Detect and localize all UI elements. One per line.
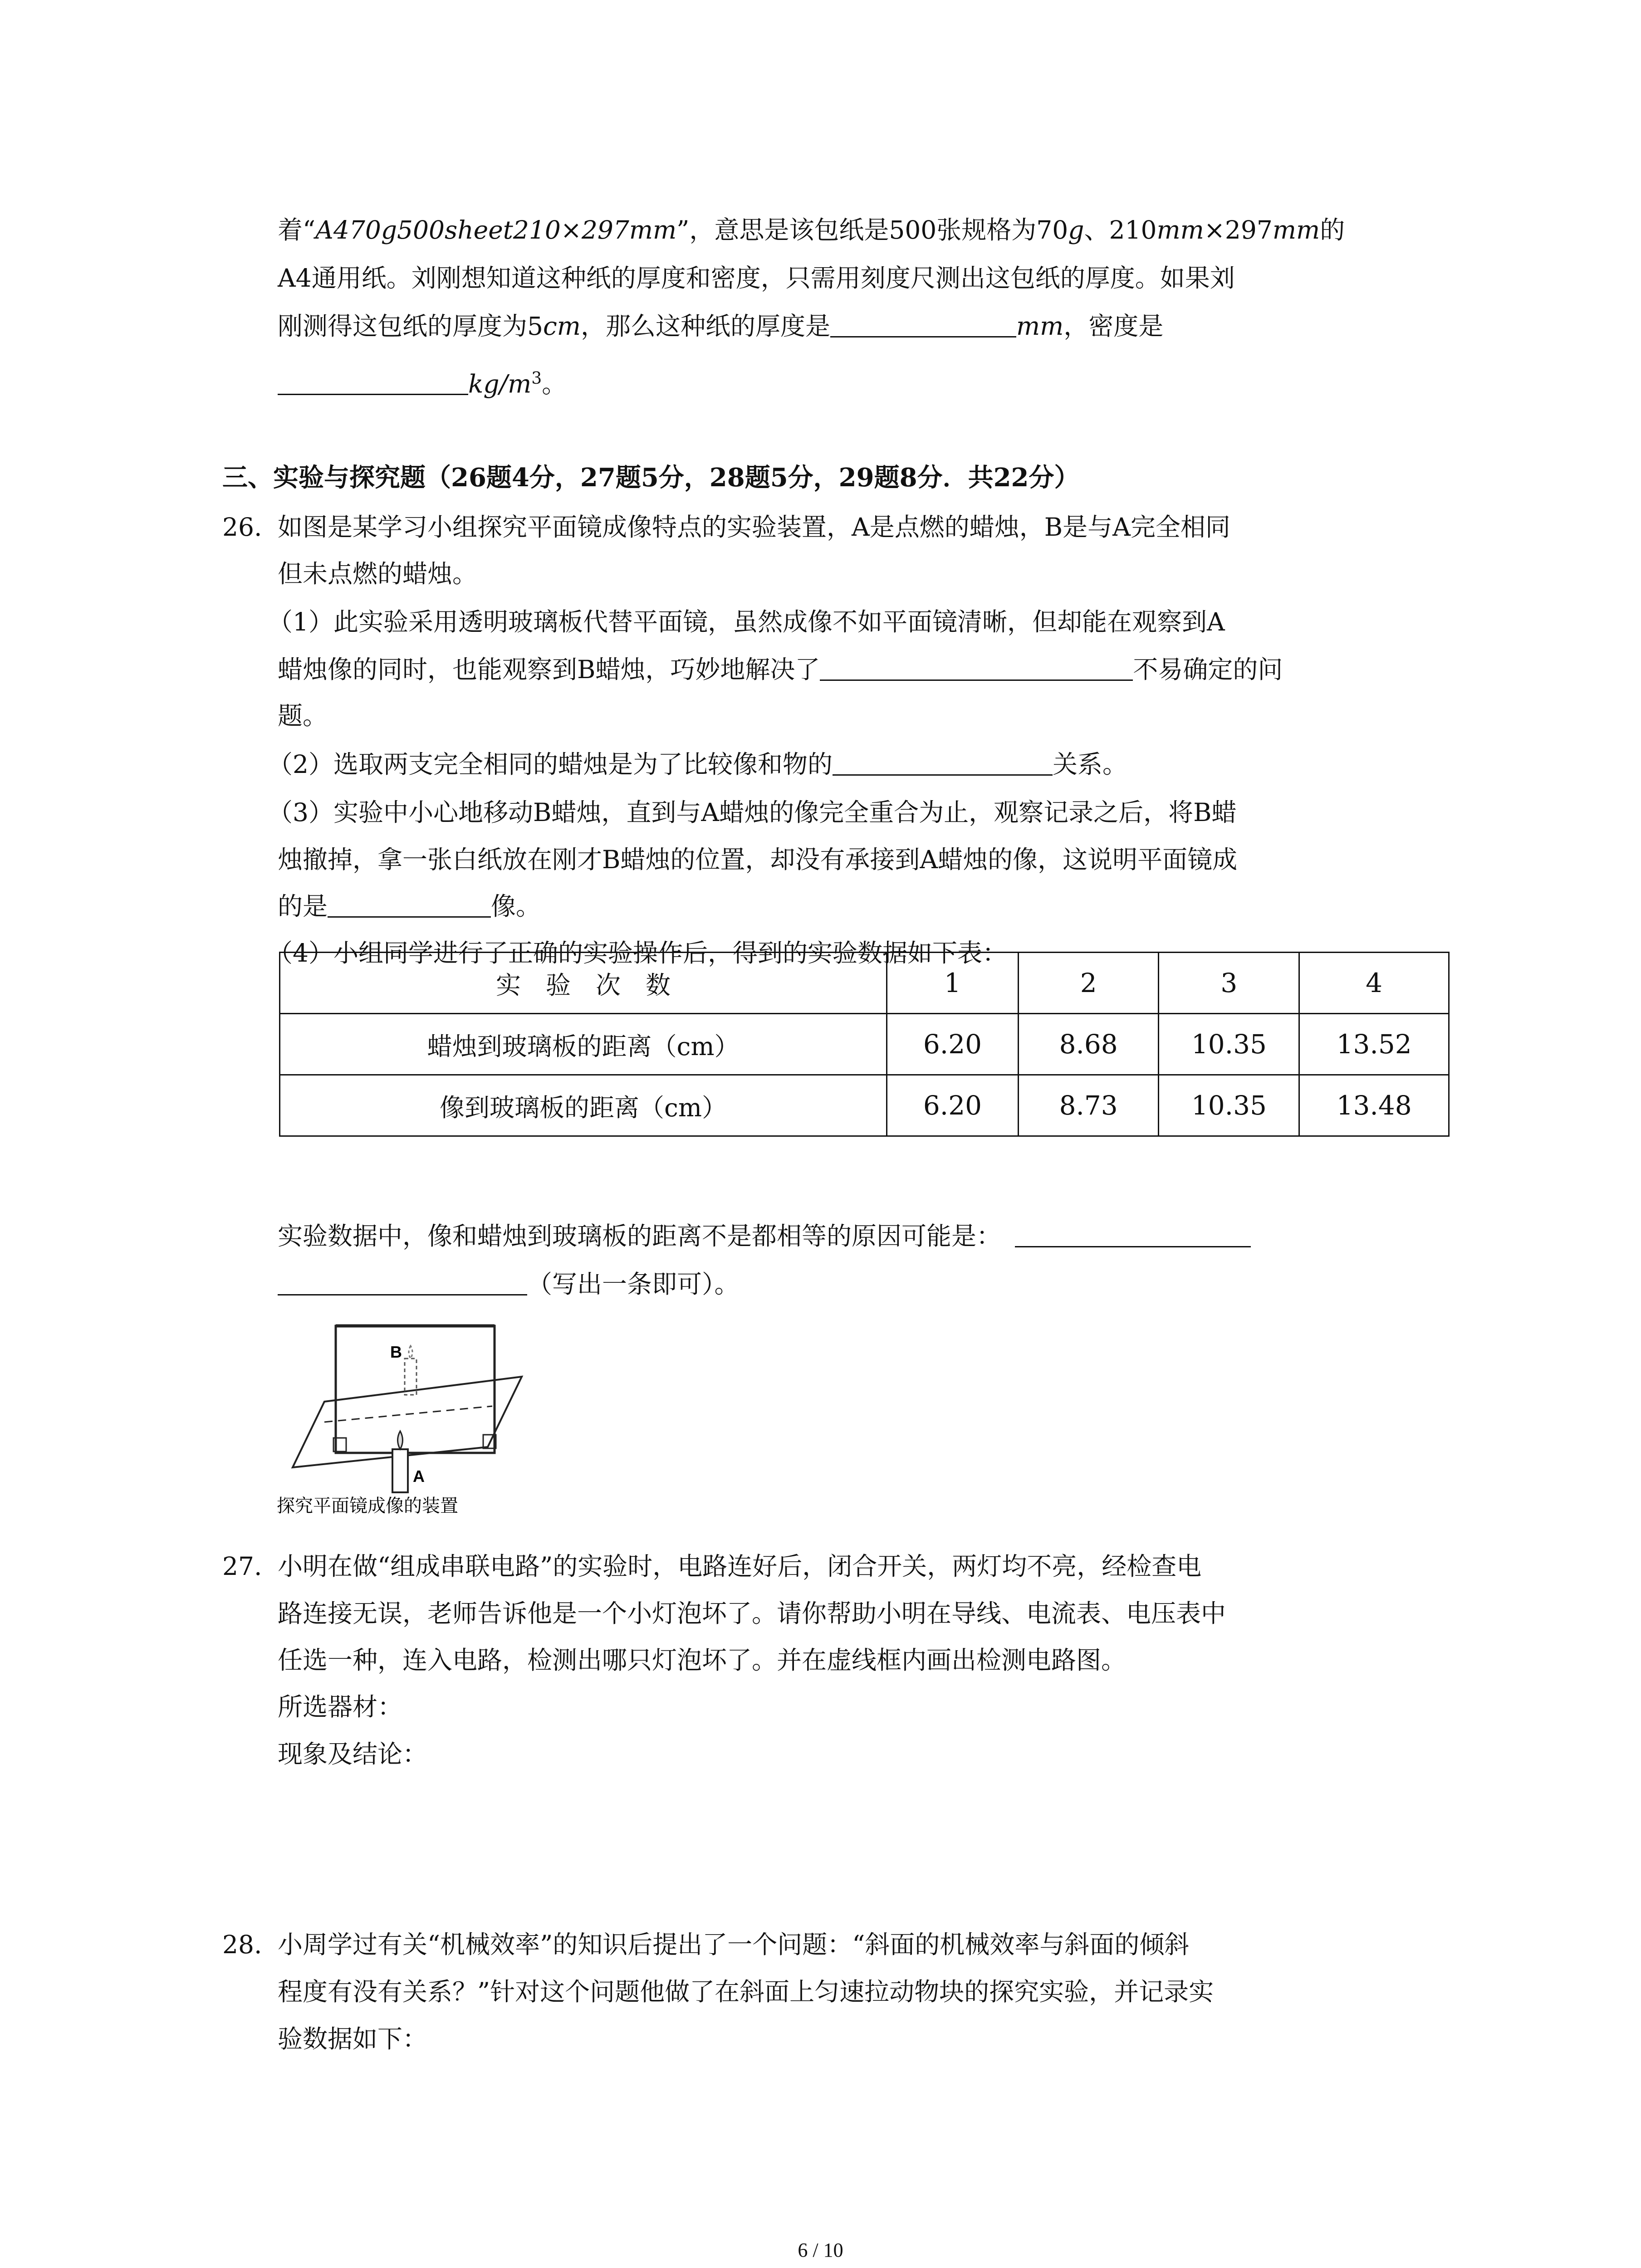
text: ，那么这种纸的厚度是 <box>580 312 830 341</box>
table-cell: 10.35 <box>1159 1014 1299 1075</box>
q26-line-2: 但未点燃的蜡烛。 <box>278 559 478 588</box>
table-row <box>280 953 1449 1014</box>
q26-part4: （4）小组同学进行了正确的实验操作后，得到的实验数据如下表： <box>268 938 1007 968</box>
text: 、210 <box>1084 215 1157 244</box>
table-row <box>280 1075 1449 1136</box>
table-header-cell: 4 <box>1299 953 1449 1014</box>
text: 关系。 <box>1053 750 1128 779</box>
text: 如图是某学习小组探究平面镜成像特点的实验装置，A是点燃的蜡烛，B是与A完全相同 <box>278 513 1230 542</box>
answer-blank-image-type[interactable] <box>328 891 491 918</box>
table-row <box>280 1014 1449 1075</box>
intro-line-3 <box>278 310 1163 342</box>
text: 的 <box>1320 215 1345 244</box>
q26-part3-line-1: （3）实验中小心地移动B蜡烛，直到与A蜡烛的像完全重合为止，观察记录之后，将B蜡 <box>268 798 1237 827</box>
q26-after-line-2 <box>278 1268 740 1300</box>
q28-line-3: 验数据如下： <box>278 2024 428 2053</box>
intro-line-4 <box>278 363 567 400</box>
q26-part3-line-3 <box>278 890 541 922</box>
text: （2）选取两支完全相同的蜡烛是为了比较像和物的 <box>268 750 833 779</box>
flame-shape <box>398 1431 403 1449</box>
intro-line-1 <box>278 214 1345 246</box>
text: 蜡烛像的同时，也能观察到B蜡烛，巧妙地解决了 <box>278 655 820 684</box>
answer-blank-thickness[interactable] <box>830 311 1016 337</box>
table-row-label: 像到玻璃板的距离（cm） <box>280 1075 887 1136</box>
q26-line-1 <box>222 511 1230 543</box>
intro-line-2: A4通用纸。刘刚想知道这种纸的厚度和密度，只需用刻度尺测出这包纸的厚度。如果刘 <box>278 264 1235 293</box>
table-cell: 13.48 <box>1299 1075 1449 1136</box>
candle-a-shape <box>392 1449 408 1492</box>
data-table <box>279 952 1450 1137</box>
answer-blank-reason-2[interactable] <box>278 1269 527 1295</box>
label-a: A <box>413 1467 425 1486</box>
table-cell: 10.35 <box>1159 1075 1299 1136</box>
figure-caption: 探究平面镜成像的装置 <box>277 1496 458 1516</box>
answer-blank-size[interactable] <box>833 749 1053 776</box>
q26-part1-line-2 <box>278 654 1283 685</box>
table-header-cell: 实 验 次 数 <box>280 953 887 1014</box>
text: 实验数据中，像和蜡烛到玻璃板的距离不是都相等的原因可能是： <box>278 1222 1002 1251</box>
unit: g <box>1068 215 1084 244</box>
text: 小明在做“组成串联电路”的实验时，电路连好后，闭合开关，两灯均不亮，经检查电 <box>278 1552 1202 1581</box>
q28-line-2: 程度有没有关系？”针对这个问题他做了在斜面上匀速拉动物块的探究实验，并记录实 <box>278 1977 1214 2006</box>
answer-blank-position[interactable] <box>820 654 1133 681</box>
q27-line-4: 所选器材： <box>278 1692 403 1721</box>
dashed-line-shape <box>324 1406 492 1422</box>
q26-after-line-1 <box>278 1220 1251 1252</box>
q26-part3-line-2: 烛撤掉，拿一张白纸放在刚才B蜡烛的位置，却没有承接到A蜡烛的像，这说明平面镜成 <box>278 845 1238 874</box>
text: ”，意思是该包纸是500张规格为70 <box>676 215 1068 244</box>
text: 的是 <box>278 892 328 921</box>
unit: mm <box>1272 215 1320 244</box>
answer-blank-reason-1[interactable] <box>1015 1221 1251 1247</box>
unit: kg/m <box>468 369 532 399</box>
q28-line-1 <box>222 1929 1189 1960</box>
question-number: 27. <box>222 1552 262 1581</box>
table-header-cell: 2 <box>1018 953 1159 1014</box>
q26-part1-line-3: 题。 <box>278 701 328 730</box>
text: 像。 <box>491 892 541 921</box>
text: 。 <box>542 369 567 399</box>
unit: mm <box>1156 215 1204 244</box>
table-header-cell: 3 <box>1159 953 1299 1014</box>
text: ×297 <box>1204 215 1273 244</box>
exponent: 3 <box>531 369 542 388</box>
label-b: B <box>390 1343 402 1361</box>
table-cell: 6.20 <box>887 1075 1019 1136</box>
section-title: 三、实验与探究题（26题4分，27题5分，28题5分，29题8分．共22分） <box>222 463 1080 493</box>
q26-part2 <box>268 748 1127 780</box>
mirror-apparatus-figure <box>274 1318 529 1517</box>
q27-line-5: 现象及结论： <box>278 1740 428 1769</box>
table-cell: 8.73 <box>1018 1075 1159 1136</box>
text: （写出一条即可）。 <box>527 1270 740 1299</box>
unit: cm <box>543 312 581 341</box>
text: ，密度是 <box>1063 312 1164 341</box>
q26-part1-line-1: （1）此实验采用透明玻璃板代替平面镜，虽然成像不如平面镜清晰，但却能在观察到A <box>268 607 1225 636</box>
unit: mm <box>1016 312 1064 341</box>
table-cell: 6.20 <box>887 1014 1019 1075</box>
q27-line-3: 任选一种，连入电路，检测出哪只灯泡坏了。并在虚线框内画出检测电路图。 <box>278 1646 1127 1675</box>
text: 着“ <box>278 215 316 244</box>
table-cell: 13.52 <box>1299 1014 1449 1075</box>
text: 不易确定的问 <box>1133 655 1283 684</box>
q27-line-2: 路连接无误，老师告诉他是一个小灯泡坏了。请你帮助小明在导线、电流表、电压表中 <box>278 1599 1226 1628</box>
apparatus-drawing <box>274 1318 529 1517</box>
table-cell: 8.68 <box>1018 1014 1159 1075</box>
q27-line-1 <box>222 1550 1201 1582</box>
question-number: 26. <box>222 513 262 542</box>
text: 小周学过有关“机械效率”的知识后提出了一个问题：“斜面的机械效率与斜面的倾斜 <box>278 1930 1190 1959</box>
table-row-label: 蜡烛到玻璃板的距离（cm） <box>280 1014 887 1075</box>
table-header-cell: 1 <box>887 953 1019 1014</box>
paper-spec: A470g500sheet210×297mm <box>315 215 677 244</box>
answer-blank-density[interactable] <box>278 368 468 395</box>
page-number: 6 / 10 <box>798 2239 843 2261</box>
text: 刚测得这包纸的厚度为5 <box>278 312 543 341</box>
question-number: 28. <box>222 1930 262 1959</box>
